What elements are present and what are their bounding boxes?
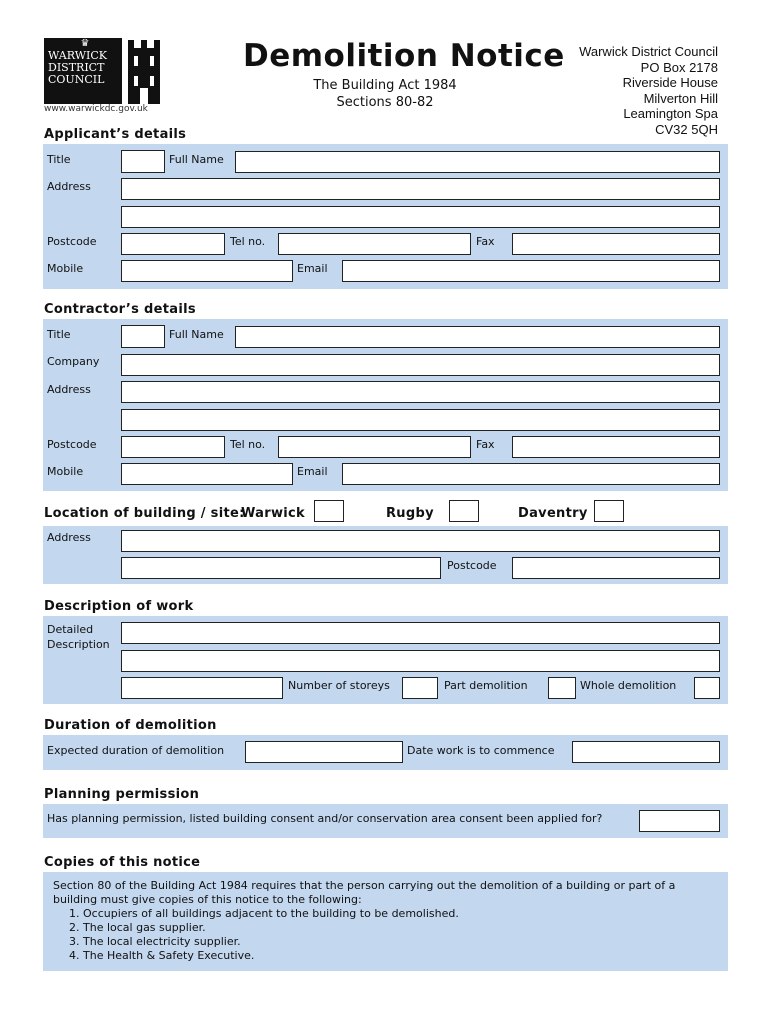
- list-item: 3. The local electricity supplier.: [83, 935, 721, 949]
- contractor-fullname-input[interactable]: [235, 326, 720, 348]
- contractor-heading: Contractor’s details: [44, 302, 196, 317]
- applicant-email-input[interactable]: [342, 260, 720, 282]
- address-line: Milverton Hill: [643, 90, 718, 106]
- expected-duration-input[interactable]: [245, 741, 403, 763]
- location-postcode-label: Postcode: [447, 559, 497, 572]
- contractor-fullname-label: Full Name: [169, 328, 224, 341]
- address-line: PO Box 2178: [640, 59, 718, 75]
- logo-wordmark: [44, 38, 122, 104]
- part-demolition-checkbox[interactable]: [548, 677, 576, 699]
- contractor-mobile-label: Mobile: [47, 465, 84, 478]
- address-line: Leamington Spa: [623, 106, 718, 121]
- whole-demolition-label: Whole demolition: [580, 679, 677, 692]
- applicant-postcode-label: Postcode: [47, 235, 97, 248]
- location-address-label: Address: [47, 531, 91, 544]
- location-warwick-checkbox[interactable]: [314, 500, 344, 522]
- planning-heading: Planning permission: [44, 787, 200, 802]
- planning-question: Has planning permission, listed building consent and/or conservation area consent been applied for?: [47, 812, 603, 825]
- applicant-address-line2-input[interactable]: [121, 206, 720, 228]
- contractor-title-label: Title: [47, 328, 71, 341]
- applicant-address-line1-input[interactable]: [121, 178, 720, 200]
- applicant-postcode-input[interactable]: [121, 233, 225, 255]
- applicant-fullname-label: Full Name: [169, 153, 224, 166]
- expected-duration-label: Expected duration of demolition: [47, 744, 225, 757]
- description-label-line1: Detailed: [47, 623, 94, 636]
- description-line1-input[interactable]: [121, 622, 720, 644]
- contractor-fax-label: Fax: [476, 438, 495, 451]
- logo-line-3: COUNCIL: [48, 73, 105, 86]
- applicant-address-label: Address: [47, 180, 91, 193]
- list-item: 4. The Health & Safety Executive.: [83, 949, 721, 963]
- location-address-line2-input[interactable]: [121, 557, 441, 579]
- applicant-fullname-input[interactable]: [235, 151, 720, 173]
- contractor-company-label: Company: [47, 355, 100, 368]
- contractor-email-label: Email: [297, 465, 328, 478]
- contractor-title-input[interactable]: [121, 325, 165, 348]
- storeys-label: Number of storeys: [288, 679, 390, 692]
- duration-heading: Duration of demolition: [44, 718, 217, 733]
- description-heading: Description of work: [44, 599, 194, 614]
- location-rugby-label: Rugby: [386, 506, 434, 521]
- castle-tower-icon: [124, 38, 164, 104]
- address-line: Warwick District Council: [579, 44, 718, 59]
- location-warwick-label: Warwick: [241, 506, 305, 521]
- description-line3-input[interactable]: [121, 677, 283, 699]
- contractor-tel-input[interactable]: [278, 436, 471, 458]
- applicant-mobile-label: Mobile: [47, 262, 84, 275]
- act-title: The Building Act 1984: [313, 78, 457, 93]
- logo-line-1: WARWICK: [48, 49, 108, 62]
- contractor-address-label: Address: [47, 383, 91, 396]
- contractor-email-input[interactable]: [342, 463, 720, 485]
- address-line: CV32 5QH: [655, 121, 718, 137]
- applicant-email-label: Email: [297, 262, 328, 275]
- copies-intro: Section 80 of the Building Act 1984 requires that the person carrying out the demolition of a building or part of a building must give copies of this notice to the following:: [53, 879, 676, 906]
- copies-text: [53, 879, 721, 963]
- storeys-input[interactable]: [402, 677, 438, 699]
- commence-date-label: Date work is to commence: [407, 744, 555, 757]
- applicant-fax-input[interactable]: [512, 233, 720, 255]
- location-heading: Location of building / site:: [44, 506, 245, 521]
- crown-icon: ♛: [80, 38, 90, 49]
- location-rugby-checkbox[interactable]: [449, 500, 479, 522]
- contractor-mobile-input[interactable]: [121, 463, 293, 485]
- whole-demolition-checkbox[interactable]: [694, 677, 720, 699]
- location-postcode-input[interactable]: [512, 557, 720, 579]
- contractor-postcode-input[interactable]: [121, 436, 225, 458]
- description-line2-input[interactable]: [121, 650, 720, 672]
- location-daventry-checkbox[interactable]: [594, 500, 624, 522]
- contractor-postcode-label: Postcode: [47, 438, 97, 451]
- logo-line-2: DISTRICT: [48, 61, 105, 74]
- council-address: [540, 44, 718, 137]
- address-line: Riverside House: [622, 75, 718, 90]
- applicant-mobile-input[interactable]: [121, 260, 293, 282]
- copies-list: [53, 907, 721, 963]
- location-daventry-label: Daventry: [518, 506, 588, 521]
- page-title: Demolition Notice: [243, 38, 565, 74]
- part-demolition-label: Part demolition: [444, 679, 528, 692]
- applicant-fax-label: Fax: [476, 235, 495, 248]
- act-sections: Sections 80-82: [336, 95, 434, 110]
- location-address-input[interactable]: [121, 530, 720, 552]
- commence-date-input[interactable]: [572, 741, 720, 763]
- description-label-line2: Description: [47, 638, 110, 651]
- contractor-fax-input[interactable]: [512, 436, 720, 458]
- list-item: 1. Occupiers of all buildings adjacent to the building to be demolished.: [83, 907, 721, 921]
- applicant-title-label: Title: [47, 153, 71, 166]
- contractor-tel-label: Tel no.: [230, 438, 266, 451]
- contractor-company-input[interactable]: [121, 354, 720, 376]
- copies-heading: Copies of this notice: [44, 855, 201, 870]
- contractor-address-line2-input[interactable]: [121, 409, 720, 431]
- applicant-tel-input[interactable]: [278, 233, 471, 255]
- council-logo: [44, 38, 162, 114]
- list-item: 2. The local gas supplier.: [83, 921, 721, 935]
- contractor-address-line1-input[interactable]: [121, 381, 720, 403]
- council-website: www.warwickdc.gov.uk: [44, 104, 148, 114]
- planning-answer-input[interactable]: [639, 810, 720, 832]
- applicant-tel-label: Tel no.: [230, 235, 266, 248]
- applicant-title-input[interactable]: [121, 150, 165, 173]
- applicant-heading: Applicant’s details: [44, 127, 187, 142]
